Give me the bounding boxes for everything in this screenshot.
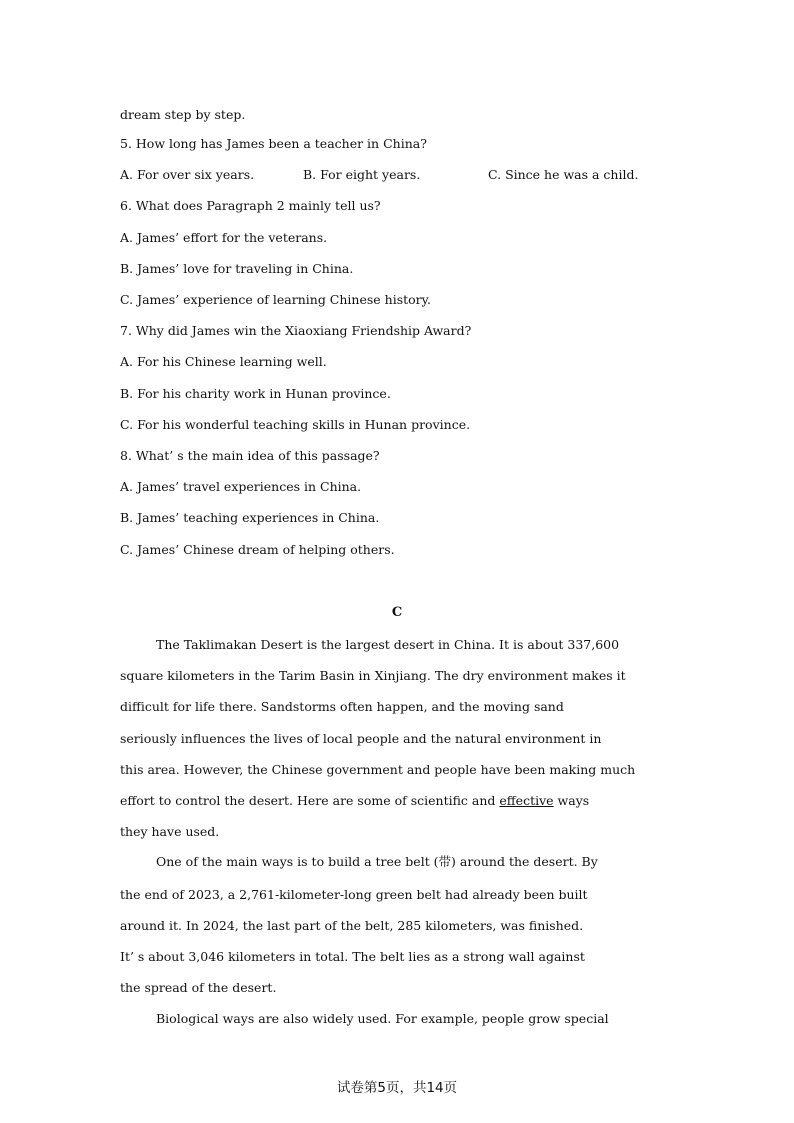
text-segment: ways <box>553 793 590 808</box>
option-a: A. For his Chinese learning well. <box>120 354 327 369</box>
option-a: A. For over six years. <box>120 167 255 182</box>
paragraph-line: One of the main ways is to build a tree belt (带) around the desert. By <box>156 854 598 869</box>
option-c: C. Since he was a child. <box>488 167 639 182</box>
option-b: B. For his charity work in Hunan province. <box>120 386 391 401</box>
section-heading: C <box>391 605 403 620</box>
paragraph-line: The Taklimakan Desert is the largest desert in China. It is about 337,600 <box>156 637 620 652</box>
underlined-word: effective <box>499 793 554 808</box>
paragraph-line: It’ s about 3,046 kilometers in total. The belt lies as a strong wall against <box>120 949 585 964</box>
question-6: 6. What does Paragraph 2 mainly tell us? <box>120 198 381 213</box>
paragraph-line: square kilometers in the Tarim Basin in Xinjiang. The dry environment makes it <box>120 668 626 683</box>
paragraph-line: around it. In 2024, the last part of the belt, 285 kilometers, was finished. <box>120 918 584 933</box>
question-5-options <box>120 167 638 183</box>
question-8: 8. What’ s the main idea of this passage? <box>120 448 380 463</box>
option-b: B. James’ teaching experiences in China. <box>120 510 380 525</box>
paragraph-line: Biological ways are also widely used. For example, people grow special <box>156 1011 609 1026</box>
paragraph-line: this area. However, the Chinese government and people have been making much <box>120 762 636 777</box>
question-5: 5. How long has James been a teacher in China? <box>120 136 427 151</box>
option-b: B. James’ love for traveling in China. <box>120 261 354 276</box>
question-7: 7. Why did James win the Xiaoxiang Friendship Award? <box>120 323 472 338</box>
paragraph-line <box>120 793 589 809</box>
option-a: A. James’ travel experiences in China. <box>120 479 362 494</box>
paragraph-line: seriously influences the lives of local people and the natural environment in <box>120 731 602 746</box>
option-c: C. For his wonderful teaching skills in Hunan province. <box>120 417 471 432</box>
text-line: dream step by step. <box>120 107 246 122</box>
text-segment: effort to control the desert. Here are some of scientific and <box>120 793 500 808</box>
option-c: C. James’ Chinese dream of helping others. <box>120 542 395 557</box>
paragraph-line: difficult for life there. Sandstorms often happen, and the moving sand <box>120 699 564 714</box>
option-b: B. For eight years. <box>303 167 421 182</box>
paragraph-line: the end of 2023, a 2,761-kilometer-long green belt had already been built <box>120 887 588 902</box>
option-a: A. James’ effort for the veterans. <box>120 230 328 245</box>
paragraph-line: they have used. <box>120 824 220 839</box>
option-c: C. James’ experience of learning Chinese history. <box>120 292 432 307</box>
paragraph-line: the spread of the desert. <box>120 980 277 995</box>
page-footer: 试卷第5页，共14页 <box>336 1080 458 1096</box>
